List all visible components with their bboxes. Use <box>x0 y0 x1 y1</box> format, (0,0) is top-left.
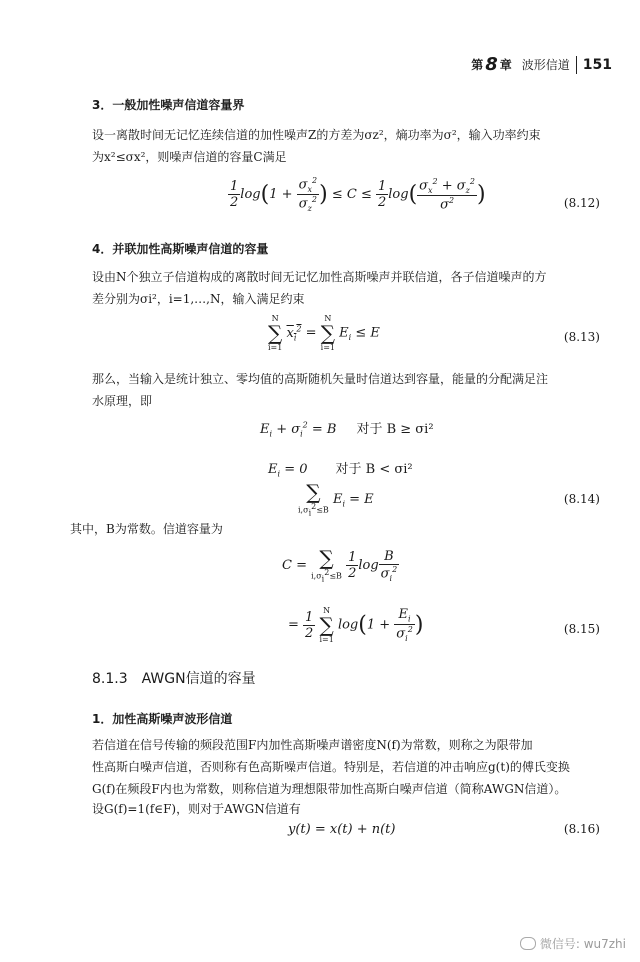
condition-2-text: 对于 B < σi² <box>335 462 413 477</box>
running-header <box>471 54 612 75</box>
chapter-title: 波形信道 <box>521 58 570 72</box>
section-3-heading: 3．一般加性噪声信道容量界 <box>92 98 245 112</box>
subsection-1-para-b: 性高斯白噪声信道，否则称有色高斯噪声信道。特别是，若信道的冲击响应g(t)的傅氏变换 <box>92 760 570 774</box>
section-4-para-a: 设由N个独立子信道构成的离散时间无记忆加性高斯噪声并联信道，各子信道噪声的方 <box>92 270 547 284</box>
watermark-text: 微信号: wu7zhi <box>539 937 626 951</box>
wechat-icon <box>520 937 536 950</box>
eq-8-16-number: (8.16) <box>563 822 600 836</box>
equation-8-16: y(t) = x(t) + n(t) <box>288 822 396 837</box>
chapter-prefix: 第 <box>471 58 484 72</box>
section-4-para-b: 差分别为σi²，i=1,…,N，输入满足约束 <box>92 292 305 306</box>
equation-8-14: ∑ $i,\sigma_i^2\le B$ $E_i = E$ <box>298 480 374 518</box>
section-4-para-c: 那么，当输入是统计独立、零均值的高斯随机矢量时信道达到容量，能量的分配满足注 <box>92 372 549 386</box>
eq-8-13-number: (8.13) <box>563 330 600 344</box>
subsection-1-para-d: 设G(f)=1(f∈F)，则对于AWGN信道有 <box>92 802 301 816</box>
equation-8-13: N ∑ i=1 $x_i^2$ = N ∑ i=1 $E_i \le E$ <box>268 314 380 352</box>
section-4-heading: 4．并联加性高斯噪声信道的容量 <box>92 242 269 256</box>
chapter-number: 8 <box>485 54 498 75</box>
subsection-1-para-c: G(f)在频段F内也为常数，则称信道为理想限带加性高斯白噪声信道（简称AWGN信道）。 <box>92 782 567 796</box>
chapter-suffix: 章 <box>499 58 512 72</box>
subsection-1-para-a: 若信道在信号传输的频段范围F内加性高斯噪声谱密度N(f)为常数，则称之为限带加 <box>92 738 533 752</box>
section-8-1-3-heading: 8.1.3 AWGN信道的容量 <box>92 671 256 687</box>
section-4-para-e: 其中，B为常数。信道容量为 <box>70 522 223 536</box>
page-number: 151 <box>582 56 612 73</box>
equation-8-15-line1: C = ∑ $i,\sigma_i^2\le B$ $\frac{1}{2}$ log $\frac{B}{\sigma_i^2}$ <box>282 546 398 584</box>
equation-8-15-line2: = $\frac{1}{2}$ N ∑ i=1 log(1 + $\frac{E_i}{\sigma_i^2}$ ) <box>288 606 424 644</box>
eq-8-15-number: (8.15) <box>563 622 600 636</box>
waterfill-condition-2: $E_i = 0$ 对于 B < σi² <box>268 462 413 479</box>
condition-1-text: 对于 B ≥ σi² <box>356 422 434 437</box>
waterfill-condition-1: $E_i + \sigma_i^2 = B$ 对于 B ≥ σi² <box>260 420 434 439</box>
header-divider <box>576 56 577 74</box>
subsection-1-heading: 1．加性高斯噪声波形信道 <box>92 712 233 726</box>
eq-8-14-number: (8.14) <box>563 492 600 506</box>
equation-8-12: $\frac{1}{2}$ log(1 + $\frac{\sigma_x^2}{\sigma_z^2}$ ) ≤ C ≤ $\frac{1}{2}$ log( $\frac{\sigma_x^2 + \sigma_z^2}{\sigma^2}$ ) <box>230 176 486 213</box>
section-4-para-d: 水原理，即 <box>92 394 153 408</box>
watermark <box>520 935 626 952</box>
eq-8-12-number: (8.12) <box>563 196 600 210</box>
section-3-para-b: 为x²≤σx²，则噪声信道的容量C满足 <box>92 150 287 164</box>
section-3-para-a: 设一离散时间无记忆连续信道的加性噪声Z的方差为σz²，熵功率为σ²，输入功率约束 <box>92 128 541 142</box>
